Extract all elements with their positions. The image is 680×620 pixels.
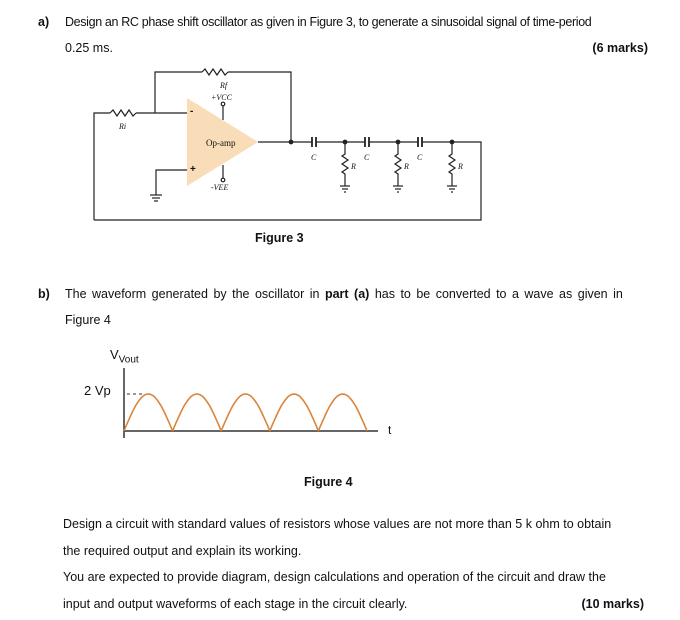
waveform-hump (318, 394, 367, 431)
ri-label: Ri (119, 122, 127, 131)
waveform-hump (124, 394, 173, 431)
part-b-text-2: Figure 4 (65, 313, 111, 327)
waveform-hump (270, 394, 319, 431)
r-label: R (404, 162, 409, 171)
task-line-2: the required output and explain its working. (63, 544, 302, 558)
minus-sign: - (190, 106, 194, 117)
figure-3-caption: Figure 3 (255, 231, 304, 245)
figure-4-caption: Figure 4 (304, 475, 353, 489)
task-line-4: input and output waveforms of each stage in the circuit clearly. (63, 597, 408, 611)
part-a-marks: (6 marks) (592, 41, 648, 55)
vee-label: -VEE (211, 183, 229, 192)
part-a-label: a) (38, 15, 50, 29)
part-a-text: Design an RC phase shift oscillator as given in Figure 3, to generate a sinusoidal signal of time-period (65, 15, 592, 29)
r-label: R (351, 162, 356, 171)
c-label: C (311, 153, 317, 162)
part-a-text-2: 0.25 ms. (65, 41, 113, 55)
vcc-label: +VCC (211, 93, 232, 102)
task-line-1: Design a circuit with standard values of resistors whose values are not more than 5 k ohm to obtain (63, 517, 612, 531)
plus-sign: + (190, 164, 196, 175)
y-axis-label: $V_{Vout}$ (110, 347, 139, 366)
part-b-text: The waveform generated by the oscillator in part (a) has to be converted to a wave as given in (65, 287, 623, 301)
c-label: C (364, 153, 370, 162)
peak-label: 2 Vp (84, 383, 111, 398)
x-axis-label: t (388, 423, 392, 437)
waveform-hump (221, 394, 270, 431)
task-marks: (10 marks) (581, 597, 644, 611)
c-label: C (417, 153, 423, 162)
waveform-hump (173, 394, 222, 431)
rf-label: Rf (220, 81, 228, 90)
part-b-label: b) (38, 287, 50, 301)
task-line-3: You are expected to provide diagram, design calculations and operation of the circuit and draw the (63, 570, 606, 584)
r-label: R (458, 162, 463, 171)
opamp-label: Op-amp (206, 138, 236, 148)
